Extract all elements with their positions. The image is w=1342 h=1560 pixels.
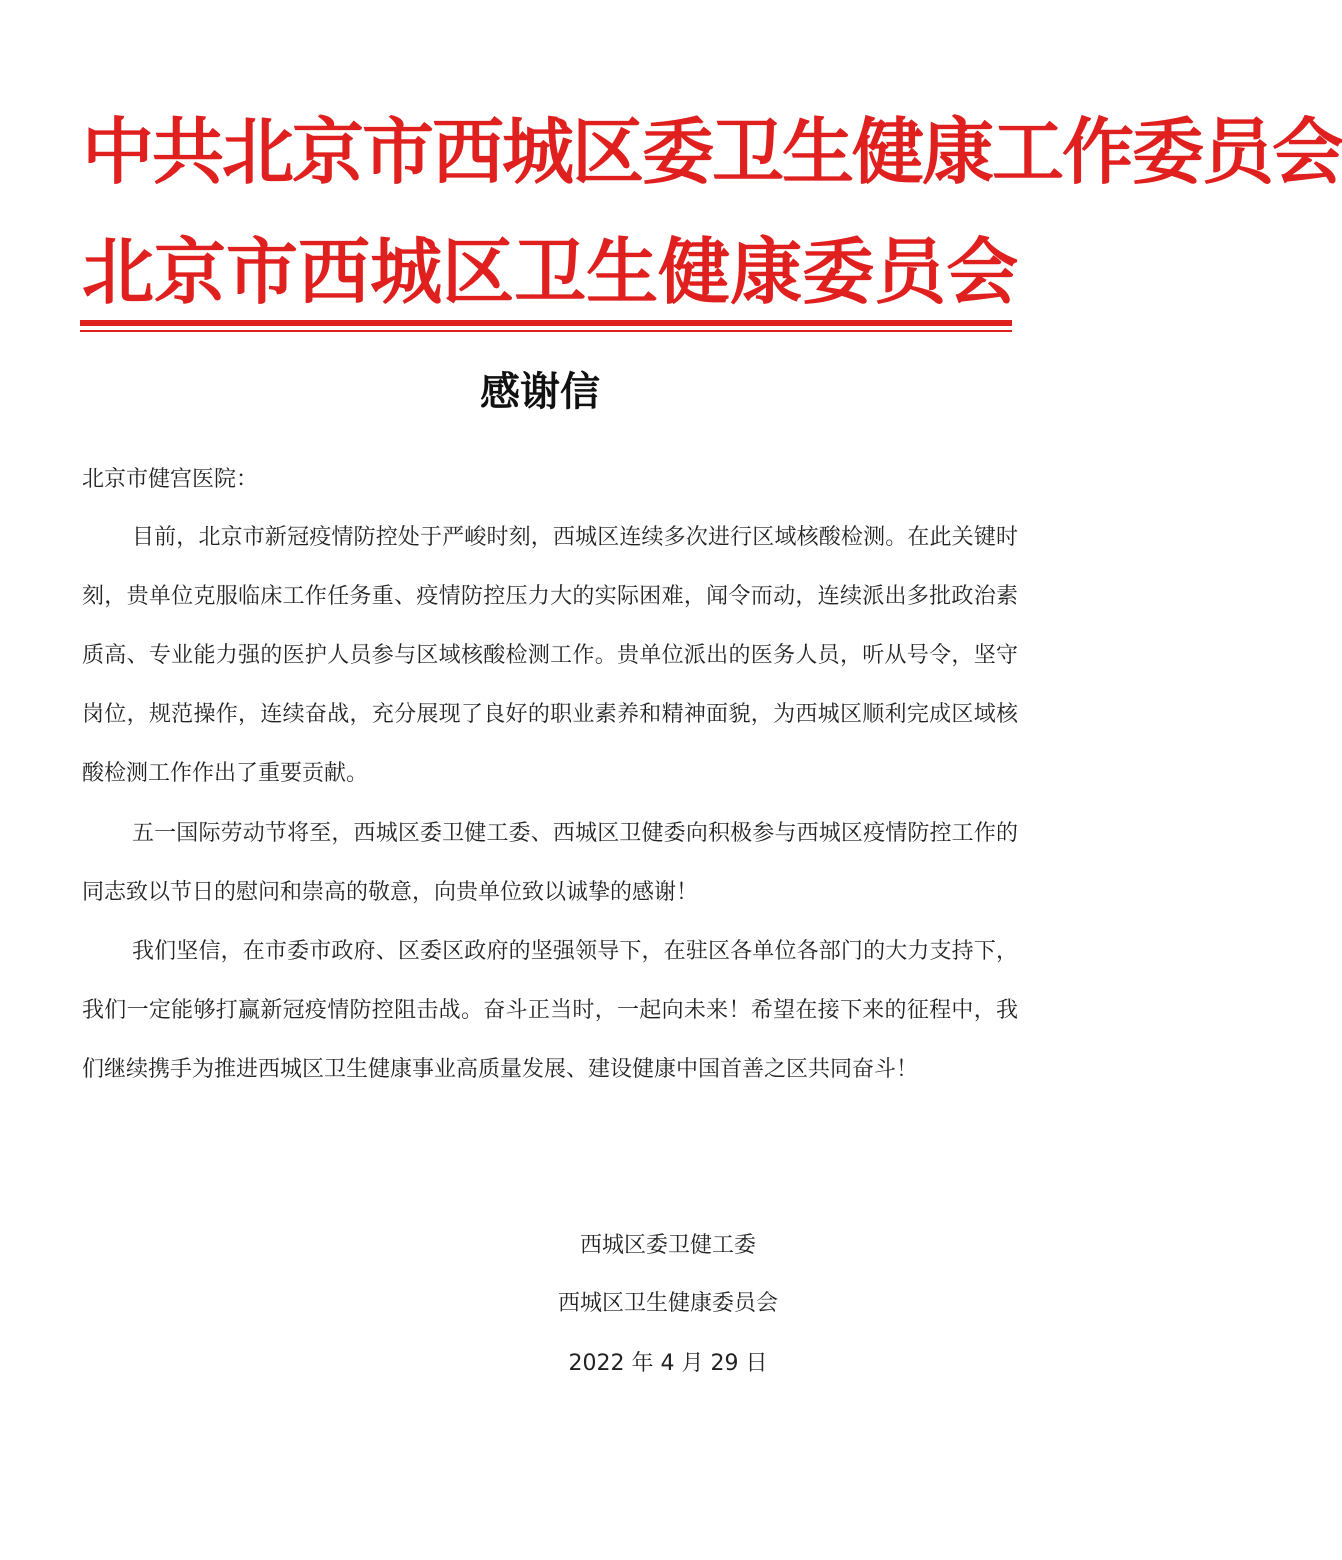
letterhead-char: 京 <box>154 230 227 314</box>
letterhead-divider-thin <box>80 330 1012 332</box>
letterhead-char: 北 <box>82 230 155 314</box>
letterhead-char: 会 <box>946 230 1019 314</box>
signature-date: 2022 年 4 月 29 日 <box>568 1351 768 1376</box>
letterhead-char: 委 <box>802 230 875 314</box>
body-paragraph: 五一国际劳动节将至，西城区委卫健工委、西城区卫健委向积极参与西城区疫情防控工作的同志致以节日的慰问和崇高的敬意，向贵单位致以诚挚的感谢！ <box>82 821 1018 905</box>
letter-title: 感谢信 <box>480 369 600 415</box>
letterhead-char: 城 <box>370 230 443 314</box>
letterhead-char: 区 <box>442 230 515 314</box>
letterhead-divider-thick <box>80 320 1012 326</box>
signature-org-1: 西城区委卫健工委 <box>579 1233 756 1258</box>
letterhead-title-line-2 <box>82 230 1019 314</box>
signature-org-2: 西城区卫生健康委员会 <box>557 1291 778 1316</box>
letterhead-char: 健 <box>658 230 731 314</box>
letterhead-char: 康 <box>730 230 803 314</box>
letterhead-char: 西 <box>298 230 371 314</box>
letterhead-char: 市 <box>226 230 299 314</box>
salutation: 北京市健宫医院： <box>82 467 259 492</box>
letterhead-char: 员 <box>874 230 947 314</box>
letterhead-title-line-1: 中共北京市西城区委卫生健康工作委员会 <box>82 110 1342 194</box>
letterhead-char: 卫 <box>514 230 587 314</box>
body-paragraph: 目前，北京市新冠疫情防控处于严峻时刻，西城区连续多次进行区域核酸检测。在此关键时刻，贵单位克服临床工作任务重、疫情防控压力大的实际困难，闻令而动，连续派出多批政治素质高、专业能力强的医护人员参与区域核酸检测工作。贵单位派出的医务人员，听从号令，坚守岗位，规范操作，连续奋战，充分展现了良好的职业素养和精神面貌，为西城区顺利完成区域核酸检测工作作出了重要贡献。 <box>82 525 1018 786</box>
letterhead-char: 生 <box>586 230 659 314</box>
body-paragraph: 我们坚信，在市委市政府、区委区政府的坚强领导下，在驻区各单位各部门的大力支持下，我们一定能够打赢新冠疫情防控阻击战。奋斗正当时，一起向未来！希望在接下来的征程中，我们继续携手为推进西城区卫生健康事业高质量发展、建设健康中国首善之区共同奋斗！ <box>82 939 1018 1082</box>
